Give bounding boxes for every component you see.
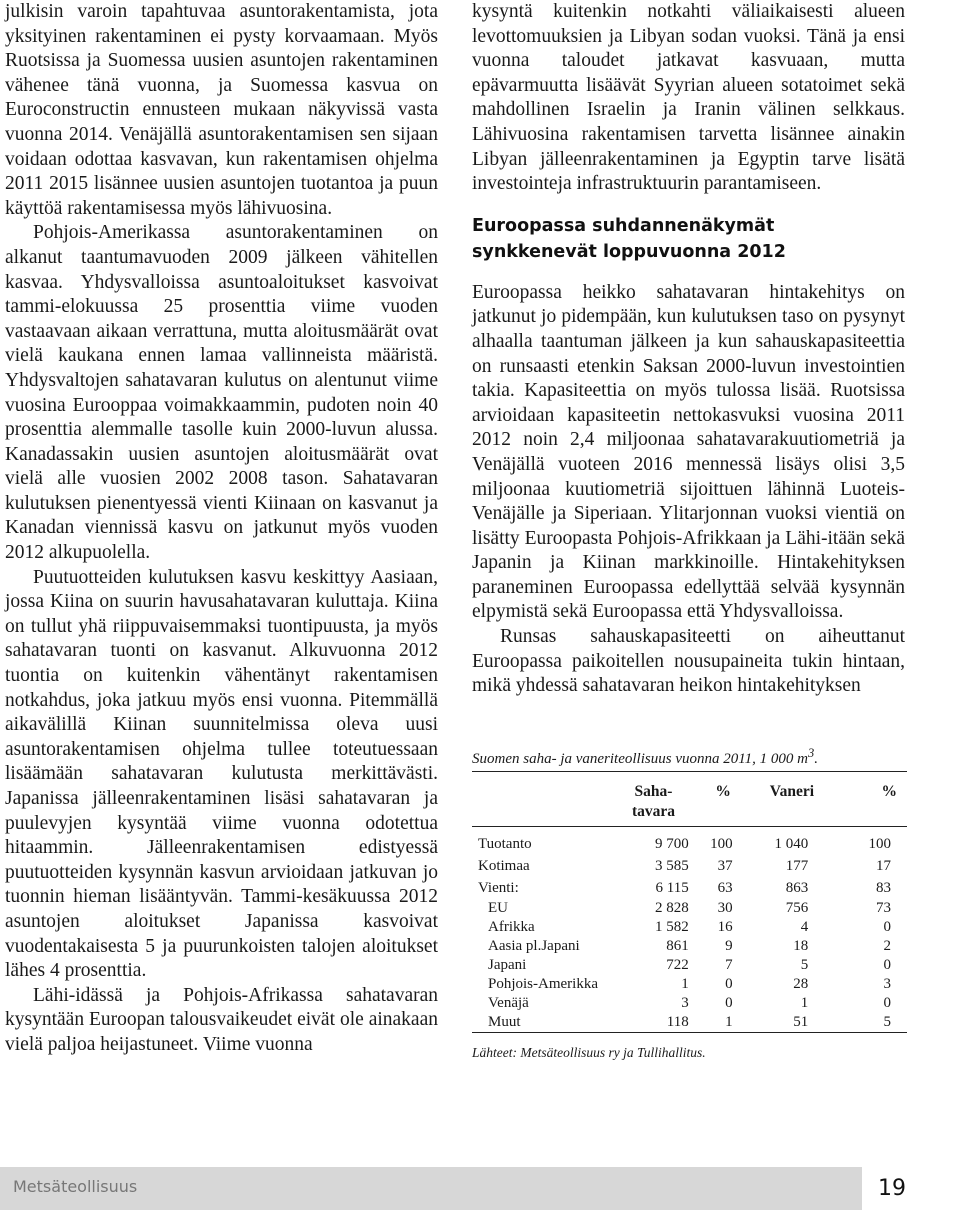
paragraph: Euroopassa heikko sahatavaran hintakehitys on jatkunut jo pidempään, kun kulutuksen taso on pysynyt alhaalla taantuman jälkeen ja kun sahauskapasiteettia on runsaasti etenkin Saksan 2000-luvun investointien takia. Kapasiteettia on myös tulossa lisää. Ruotsissa arvioidaan kapasiteetin nettokasvuksi vuosina 2011 2012 noin 2,4 miljoonaa sahatavarakuutiometriä ja Venäjällä vuoteen 2016 mennessä lisäys olisi 3,5 miljoonaa kuutiometriä sijoittuen lähinnä Luoteis-Venäjälle ja Siperiaan. Ylitarjonnan vuoksi vientiä on lisätty Euroopasta Pohjois-Afrikkaan ja Lähi-itään sekä Japanin ja Kiinan markkinoille. Hintakehityksen paraneminen Euroopassa edellyttää selvää kysynnän elpymistä sekä Euroopassa että Yhdysvalloissa.	[472, 281, 905, 623]
table-row: Afrikka 1 582 16 4 0	[488, 919, 891, 936]
paragraph: Runsas sahauskapasiteetti on aiheuttanut Euroopassa paikoitellen nousupaineita tukin hintaan, mikä yhdessä sahatavaran heikon hintakehityksen	[472, 626, 905, 697]
paragraph: Puutuotteiden kulutuksen kasvu keskittyy Aasiaan, jossa Kiina on suurin havusahatavaran kuluttaja. Kiina on tullut yhä riippuvaisemmaksi tuontipuusta, ja myös sahatavaran tuonti on kasvanut. Alkuvuonna 2012 tuontia on kuitenkin vähentänyt rakentamisen notkahdus, joka jatkuu myös ensi vuonna. Pitemmällä aikavälillä Kiinan suunnitelmissa oleva uusi asuntorakentamisen ohjelma tullee toteutuessaan lisäämään sahatavaran kulutusta merkittävästi. Japanissa jälleenrakentaminen lisäsi sahatavaran ja puulevyjen kysyntää viime vuonna odotettua hitaammin. Jälleenrakentamisen edistyessä puutuotteiden kysynnän kasvun arvioidaan jatkuvan jo tuonnin hieman lisääntyvän. Tammi-kesäkuussa 2012 asuntojen aloitukset Japanissa kasvoivat vuodentakaisesta 5 ja puurunkoisten talojen aloitukset lähes 4 prosenttia.	[5, 566, 438, 982]
page-number: 19	[878, 1176, 906, 1201]
table-sources: Lähteet: Metsäteollisuus ry ja Tullihallitus.	[472, 1045, 706, 1061]
table-header: %	[689, 772, 758, 827]
table-header: %	[826, 772, 907, 827]
table-row: Muut 118 1 51 5	[472, 1013, 907, 1033]
table-row: Tuotanto 9 700 100 1 040 100	[472, 827, 907, 856]
table-header: Vaneri	[758, 772, 827, 827]
table-header: Saha-tavara	[618, 772, 689, 827]
table-row: Kotimaa 3 585 37 177 17	[478, 858, 891, 875]
paragraph: Pohjois-Amerikassa asuntorakentaminen on alkanut taantumavuoden 2009 jälkeen vähitellen kasvaa. Yhdysvalloissa asuntoaloitukset kasvoivat tammi-elokuussa 25 prosenttia viime vuoden vastaavaan aikaan verrattuna, mutta aloitusmäärät ovat vielä kaukana ennen lamaa vallinneista määristä. Yhdysvaltojen sahatavaran kulutus on alentunut viime vuosina Eurooppaa voimakkaammin, pudoten noin 40 prosenttia alemmalle tasolle kuin 2000-luvun alussa. Kanadassakin uusien asuntojen aloitusmäärät ovat vielä alle vuosien 2002 2008 tason. Sahatavaran kulutuksen pienentyessä vienti Kiinaan on kasvanut ja Kanadan viennissä kasvu on jatkunut myös vuoden 2012 alkupuolella.	[5, 222, 438, 564]
paragraph: julkisin varoin tapahtuvaa asuntorakentamista, jota yksityinen rakentaminen ei pysty korvaamaan. Myös Ruotsissa ja Suomessa uusien asuntojen rakentaminen vähenee tänä vuonna, ja Suomessa kasvua on Euroconstructin ennusteen mukaan näkyvissä vasta vuonna 2014. Venäjällä asuntorakentamisen sen sijaan voidaan odottaa kasvavan, kun rakentamisen ohjelma 2011 2015 lisännee uusien asuntojen tuotantoa ja puun käyttöä rakentamisessa myös lähivuosina.	[5, 1, 438, 219]
publication-title: Metsäteollisuus	[13, 1177, 138, 1196]
table-row: Vienti: 6 115 63 863 83	[478, 880, 891, 897]
right-column	[472, 0, 905, 1066]
table-row: Japani 722 7 5 0	[488, 957, 891, 974]
left-column	[5, 0, 438, 1058]
paragraph: kysyntä kuitenkin notkahti väliaikaisesti alueen levottomuuksien ja Libyan sodan vuoksi. Tänä ja ensi vuonna taloudet jatkavat kasvuaan, mutta epävarmuutta lisäävät Syyrian alueen sotatoimet sekä mahdollinen Israelin ja Iranin välinen selkkaus. Lähivuosina rakentamisen tarvetta lisännee ainakin Libyan jälleenrakentaminen ja Egyptin tarve lisätä investointeja infrastruktuurin parantamiseen.	[472, 1, 905, 195]
table-row: Pohjois-Amerikka 1 0 28 3	[488, 976, 891, 993]
page-footer	[0, 1167, 960, 1210]
paragraph: Lähi-idässä ja Pohjois-Afrikassa sahatavaran kysyntään Euroopan talousvaikeudet eivät ole ainakaan vielä paljoa heijastuneet. Viime vuonna	[5, 984, 438, 1055]
table-caption: Suomen saha- ja vaneriteollisuus vuonna 2011, 1 000 $m^3$.	[472, 745, 818, 767]
production-table	[472, 771, 907, 1033]
table-row: Venäjä 3 0 1 0	[488, 995, 891, 1012]
table-row: EU 2 828 30 756 73	[488, 900, 891, 917]
footer-bar	[0, 1167, 862, 1210]
section-heading: Euroopassa suhdannenäkymät synkkenevät loppuvuonna 2012	[472, 215, 786, 262]
table-row: Aasia pl.Japani 861 9 18 2	[488, 938, 891, 955]
table-header	[472, 772, 618, 827]
